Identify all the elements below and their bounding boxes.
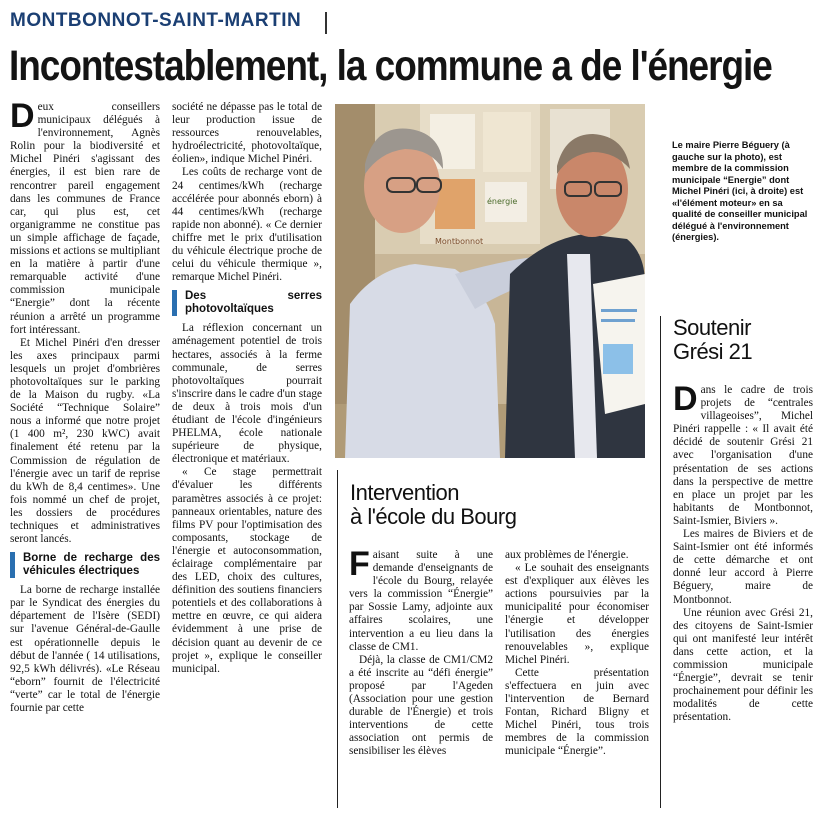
paragraph: aux problèmes de l'énergie. [505,549,629,561]
ecole-column-right [505,549,649,811]
section-divider-gresi [660,316,661,808]
poster-text-1: Montbonnot [435,237,484,246]
dropcap: D [673,384,698,418]
rubric-title: MONTBONNOT-SAINT-MARTIN [10,10,302,31]
paragraph: Et Michel Pinéri d'en dresser les axes principaux parmi lesquels un projet d'ombrières photovoltaïques sur le parking de la Maison du rugby. «La Société “Technique Solaire” nous a informé que notre projet (1 400 m², 230 kWC) avait finalement été retenu par la Commission de régulation de l'énergie avec un tarif de reprise du kWh de 8,4 centimes». Une fois nommé un chef de projet, les dossiers de procédures techniques et administratives seront lancés. [10,336,160,546]
paragraph: La réflexion concernant un aménagement potentiel de trois hectares, associés à la ferme communale, de serres photovoltaïques pourrait s'inscrire dans le cadre d'un stage de deux à trois mois d'un étudiant de l'école d'ingénieurs PHELMA, école nationale supérieure de physique, électronique et matériaux. [172,322,322,466]
section-title-line: Intervention [350,480,459,505]
paragraph: Déjà, la classe de CM1/CM2 a été inscrite au “défi énergie” proposé par l'Ageden (Association pour une gestion durable de l'Énergie) et trois interventions de cette association ont permis de sensibiliser les élèves [349,653,493,758]
photo-illustration [335,104,645,458]
paragraph: Une réunion avec Grési 21, des citoyens de Saint-Ismier qui ont manifesté leur intérêt dans cette action, et la commission municipale “Énergie”, devrait se tenir prochainement pour définir les modalités de cette présentation. [673,606,813,724]
section-divider-ecole [337,470,338,808]
article-photo [335,104,645,458]
paragraph: aisant suite à une demande d'enseignants de l'école du Bourg, relayée vers la commission “Énergie” par Sossie Lamy, adjointe aux affaires scolaires, une intervention a eu lieu dans la classe de CM1. [349,549,493,653]
dropcap: F [349,549,370,583]
section-title-line: Grési 21 [673,339,753,364]
photo-caption: Le maire Pierre Béguery (à gauche sur la photo), est membre de la commission municipale “Energie” dont Michel Pinéri (ici, à droite) est «l'élément moteur» en sa qualité de conseiller municipal délégué à l'environnement (énergies). [672,140,808,242]
section-title-ecole [350,481,650,529]
dropcap: D [10,101,35,135]
paragraph: eux conseillers municipaux délégués à l'environnement, Agnès Rolin pour la biodiversité et Michel Pinéri s'agissant des énergies, il est bien rare de rencontrer pareil engagement dans les communes de France car, qui plus est, cet organigramme ne constitue pas un simple affichage de façade, missions et actions se multipliant en la matière à partir d'une remarquable activité d'une commission municipale “Energie” dont la récente réunion a arrêté un programme fort intéressant. [10,101,160,336]
headline: Incontestablement, la commune a de l'énergie [9,42,772,90]
paragraph: Les coûts de recharge vont de 24 centimes/kWh (recharge accélérée pour abonnés eborn) à 44 centimes/kWh (recharge rapide non abonné). « Ce dernier chiffre met le prix d'utilisation du véhicule électrique proche de celui du véhicule thermique », remarque Michel Pinéri. [172,166,322,284]
gresi-column [673,384,813,812]
ecole-column-left [349,549,493,811]
article-column-1 [10,101,160,811]
poster-text-2: énergie [487,197,518,206]
paragraph: La borne de recharge installée par le Syndicat des énergies du département de l'Isère (SEDI) sur l'avenue Général-de-Gaulle est opérationnelle depuis le début de l'année ( 14 utilisations, 92,5 kWh délivrés). «Le Réseau “eborn” fournit de l'électricité “verte” car le total de l'énergie fournie par cette [10,584,160,715]
subheading-serres: Des serres photovoltaïques [172,290,322,316]
paragraph: « Ce stage permettrait d'évaluer les différents paramètres associés à ce projet: panneaux orientables, nature des films PV pour l'optimisation des composants, stockage de l'énergie et autoconsommation, éclairage complémentaire par des LED, choix des cultures, définition des soutiens financiers potentiels et des collaborations à mettre en œuvre, ce qui aidera évidemment à une prise de décision quant au devenir de ce projet », explique le conseiller municipal. [172,466,322,675]
paragraph: société ne dépasse pas le total de leur production issue de ressources renouvelables, hydroélectricité, photovoltaïque, éolien», indique Michel Pinéri. [172,101,322,166]
rubric-divider [325,12,327,34]
paragraph: Les maires de Biviers et de Saint-Ismier ont été informés de cette démarche et ont donné leur accord à Pierre Béguery, maire de Montbonnot. [673,528,813,606]
article-column-2 [172,101,322,811]
paragraph: « Le souhait des enseignants est d'expliquer aux élèves les actions poursuivies par la municipalité pour économiser l'énergie et développer l'utilisation des énergies renouvelables », explique Michel Pinéri. [505,562,649,666]
section-title-line: à l'école du Bourg [350,504,517,529]
paragraph: ans le cadre de trois projets de “centrales villageoises”, Michel Pinéri rappelle : « Il avait été décidé de soutenir Grési 21 avec l'organisation d'une présentation de ses actions dans la perspective de mettre en place un projet par les habitants de Montbonnot, Saint-Ismier, Biviers ». [673,384,813,527]
section-title-line: Soutenir [673,315,751,340]
subheading-borne: Borne de recharge des véhicules électriques [10,552,160,578]
paragraph: Cette présentation s'effectuera en juin avec l'intervention de Bernard Fontan, Richard Bligny et Michel Pinéri, tous trois membres de la commission municipale “Énergie”. [505,666,649,758]
section-title-gresi [673,316,813,364]
